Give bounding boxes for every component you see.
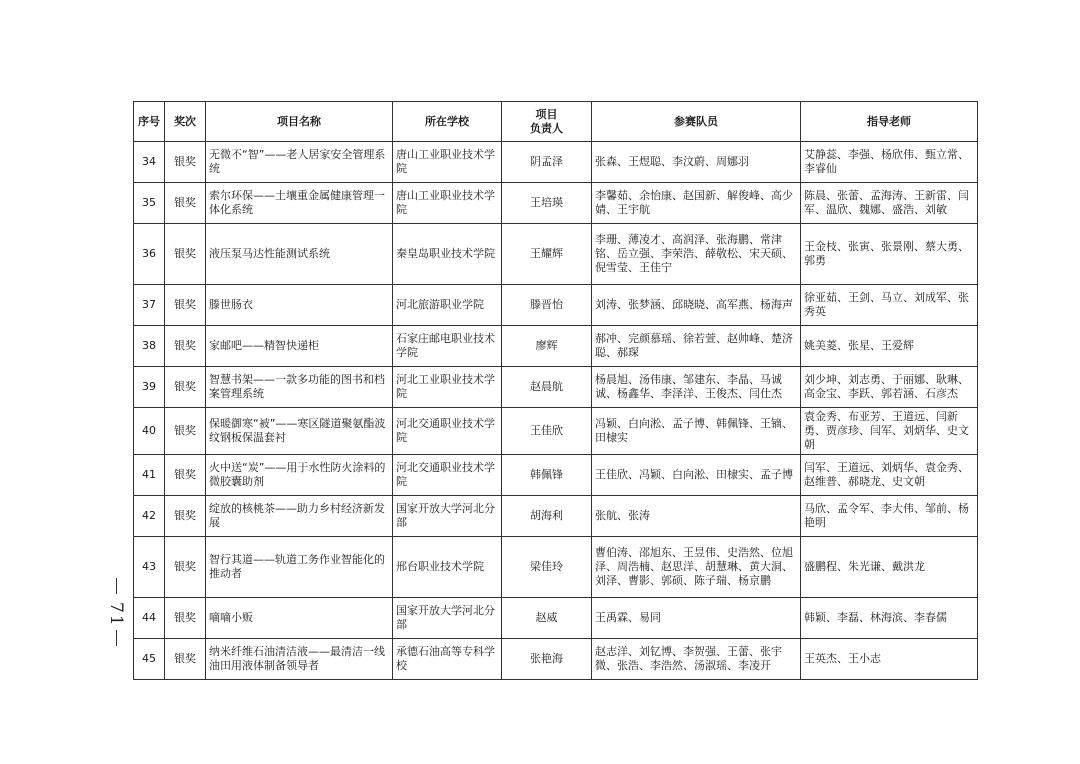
cell-advisors: 闫军、王道远、刘炳华、袁金秀、赵维普、郝晓龙、史文朝 [801,455,978,496]
cell-leader: 赵晨航 [502,367,592,408]
header-leader-line2: 负责人 [530,121,563,135]
table-body [134,142,978,680]
cell-award: 银奖 [165,537,206,598]
header-row [134,102,978,142]
cell-index: 34 [134,142,165,183]
cell-index: 39 [134,367,165,408]
cell-award: 银奖 [165,224,206,285]
cell-project: 家邮吧——精智快递柜 [206,326,393,367]
cell-leader: 张艳海 [502,639,592,680]
page-number-dash-bottom [116,630,117,646]
cell-index: 42 [134,496,165,537]
cell-project: 绽放的核桃茶——助力乡村经济新发展 [206,496,393,537]
cell-advisors: 刘少坤、刘志勇、于丽娜、耿琳、高金宝、李跃、郭若涵、石彦杰 [801,367,978,408]
header-school: 所在学校 [393,102,502,142]
cell-award: 银奖 [165,285,206,326]
cell-school: 国家开放大学河北分部 [393,598,502,639]
header-project: 项目名称 [206,102,393,142]
cell-school: 河北旅游职业学院 [393,285,502,326]
table-row [134,367,978,408]
cell-leader: 王耀辉 [502,224,592,285]
cell-advisors: 马欣、孟令军、李大伟、邹前、杨艳明 [801,496,978,537]
cell-index: 45 [134,639,165,680]
cell-school: 河北工业职业技术学院 [393,367,502,408]
header-leader-line1: 项目 [535,107,558,121]
cell-school: 河北交通职业技术学院 [393,455,502,496]
cell-school: 唐山工业职业技术学院 [393,183,502,224]
table-row [134,224,978,285]
cell-index: 43 [134,537,165,598]
cell-index: 38 [134,326,165,367]
cell-members: 曹伯涛、邵旭东、王昱伟、史浩然、位旭泽、周浩楠、赵思洋、胡慧琳、黄大洞、刘泽、曹影、郭硕、陈子瑞、杨京鹏 [592,537,801,598]
table-row [134,639,978,680]
table-row [134,598,978,639]
cell-project: 智行其道——轨道工务作业智能化的推动者 [206,537,393,598]
table-header [134,102,978,142]
cell-members: 王禹霖、易同 [592,598,801,639]
cell-award: 银奖 [165,367,206,408]
cell-award: 银奖 [165,142,206,183]
cell-project: 火中送“炭”——用于水性防火涂料的微胶囊助剂 [206,455,393,496]
cell-project: 智慧书架——一款多功能的图书和档案管理系统 [206,367,393,408]
cell-leader: 滕晋怡 [502,285,592,326]
cell-members: 刘涛、张梦涵、邱晓晓、高军燕、杨海声 [592,285,801,326]
cell-project: 无微不“智”——老人居家安全管理系统 [206,142,393,183]
header-members: 参赛队员 [592,102,801,142]
cell-advisors: 徐亚茹、王剑、马立、刘成军、张秀英 [801,285,978,326]
cell-index: 41 [134,455,165,496]
cell-members: 李馨茹、余怡康、赵国新、解俊峰、高少婧、王宇航 [592,183,801,224]
cell-index: 40 [134,408,165,455]
cell-index: 44 [134,598,165,639]
cell-members: 冯颖、白向淞、孟子博、韩佩锋、王镝、田棣实 [592,408,801,455]
cell-school: 秦皇岛职业技术学院 [393,224,502,285]
cell-members: 王佳欣、冯颖、白向淞、田棣实、孟子博 [592,455,801,496]
table-row [134,326,978,367]
cell-members: 杨晨旭、汤伟康、邹建东、李晶、马诚诚、杨鑫华、李泽洋、王俊杰、闫仕杰 [592,367,801,408]
header-leader [502,102,592,142]
cell-project: 索尔环保——土壤重金属健康管理一体化系统 [206,183,393,224]
cell-project: 纳米纤维石油清洁液——最清洁一线油田用液体制备领导者 [206,639,393,680]
cell-leader: 王佳欣 [502,408,592,455]
cell-award: 银奖 [165,326,206,367]
cell-leader: 梁佳玲 [502,537,592,598]
cell-school: 石家庄邮电职业技术学院 [393,326,502,367]
header-award: 奖次 [165,102,206,142]
cell-advisors: 韩颖、李磊、林海滨、李春儒 [801,598,978,639]
header-advisors: 指导老师 [801,102,978,142]
cell-project: 液压泵马达性能测试系统 [206,224,393,285]
cell-award: 银奖 [165,408,206,455]
cell-index: 37 [134,285,165,326]
cell-project: 嘀嘀小贩 [206,598,393,639]
cell-leader: 廖辉 [502,326,592,367]
cell-leader: 王培瑛 [502,183,592,224]
table-row [134,496,978,537]
cell-advisors: 王英杰、王小志 [801,639,978,680]
awards-table [133,101,978,680]
cell-index: 35 [134,183,165,224]
cell-advisors: 陈晨、张蕾、孟海涛、王新雷、闫军、温欣、魏娜、盛浩、刘敏 [801,183,978,224]
cell-members: 赵志洋、刘钇博、李贺强、王蕾、张宇微、张浩、李浩然、汤淑瑶、李凌开 [592,639,801,680]
cell-members: 郝冲、完颜慕瑶、徐若萱、赵帅峰、楚济聪、郝琛 [592,326,801,367]
table-row [134,408,978,455]
page-number-dash-top [116,578,117,594]
cell-advisors: 艾静蕊、李强、杨欣伟、甄立常、李睿仙 [801,142,978,183]
cell-leader: 阴孟泽 [502,142,592,183]
table-row [134,537,978,598]
cell-leader: 胡海利 [502,496,592,537]
cell-award: 银奖 [165,598,206,639]
page-number-text: 71 [106,602,126,628]
table-row [134,183,978,224]
cell-members: 张航、张涛 [592,496,801,537]
cell-members: 李珊、薄凌才、高润泽、张海鹏、常津铭、岳立强、李荣浩、薛敬松、宋天硕、倪雪莹、王佳宁 [592,224,801,285]
cell-school: 邢台职业技术学院 [393,537,502,598]
cell-project: 滕世肠衣 [206,285,393,326]
cell-index: 36 [134,224,165,285]
cell-advisors: 王金枝、张寅、张景刚、蔡大勇、郭勇 [801,224,978,285]
cell-award: 银奖 [165,455,206,496]
cell-advisors: 袁金秀、布亚芳、王道远、闫新勇、贾彦珍、闫军、刘炳华、史文朝 [801,408,978,455]
cell-school: 唐山工业职业技术学院 [393,142,502,183]
cell-school: 国家开放大学河北分部 [393,496,502,537]
cell-award: 银奖 [165,496,206,537]
cell-school: 承德石油高等专科学校 [393,639,502,680]
header-index: 序号 [134,102,165,142]
cell-project: 保暖御寒“被”——寒区隧道聚氨酯波纹钢板保温套衬 [206,408,393,455]
page-number [106,578,126,646]
cell-advisors: 盛鹏程、朱光谦、戴洪龙 [801,537,978,598]
cell-award: 银奖 [165,639,206,680]
table-row [134,142,978,183]
cell-advisors: 姚美菱、张星、王爱辉 [801,326,978,367]
cell-leader: 赵威 [502,598,592,639]
cell-leader: 韩佩锋 [502,455,592,496]
cell-members: 张森、王煜聪、李汶蔚、周娜羽 [592,142,801,183]
cell-award: 银奖 [165,183,206,224]
cell-school: 河北交通职业技术学院 [393,408,502,455]
table-row [134,285,978,326]
table-row [134,455,978,496]
